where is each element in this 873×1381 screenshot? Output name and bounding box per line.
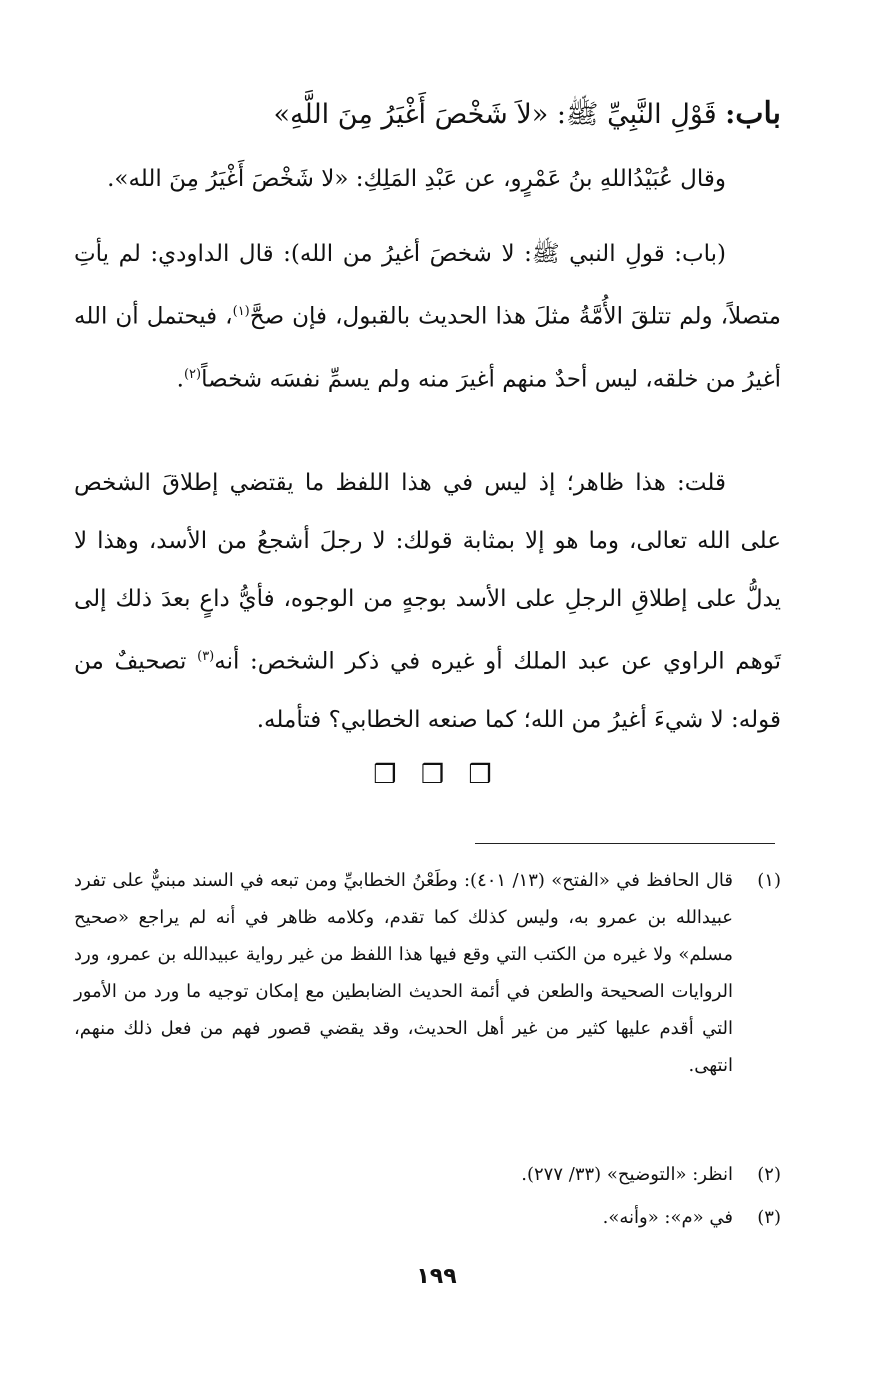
footnote-2-text: انظر: «التوضيح» (٣٣/ ٢٧٧). [521, 1164, 733, 1185]
paragraph-3 [74, 454, 781, 749]
footnote-2-number: (٢) [757, 1164, 781, 1185]
chapter-title: قَوْلِ النَّبِيِّ ﷺ: «لاَ شَخْصَ أَغْيَرُ مِنَ اللَّهِ» [273, 99, 717, 130]
paragraph-1: وقال عُبَيْدُاللهِ بنُ عَمْرٍو، عن عَبْدِ المَلِكِ: «لا شَخْصَ أَغْيَرُ مِنَ الله». [107, 166, 726, 192]
chapter-heading [60, 92, 781, 137]
footnote-separator-line [475, 843, 775, 844]
page-number: ١٩٩ [416, 1264, 457, 1289]
footnote-1-number: (١) [757, 870, 781, 891]
footnote-ref-3: (٣) [197, 649, 215, 664]
chapter-colon: : [725, 99, 736, 130]
paragraph-2-part-1: (باب: قولِ النبي ﷺ: لا شخصَ أغيرُ من الله): قال الداودي: لم يأتِ متصلاً، ولم تتلقَ الأُمَّةُ مثلَ هذا الحديث بالقبول، فإن صحَّ [74, 241, 781, 330]
footnote-ref-2: (٢) [183, 366, 202, 382]
footnote-3-number: (٣) [757, 1207, 781, 1228]
paragraph-3-part-1: قلت: هذا ظاهر؛ إذ ليس في هذا اللفظ ما يقتضي إطلاقَ الشخص على الله تعالى، وما هو إلا بمثابة قولك: لا رجلَ أشجعُ من الأسد، وهذا لا يدلُّ على إطلاقِ الرجلِ على الأسد بوجهٍ من الوجوه، فأيُّ داعٍ بعدَ ذلك إلى تَوهم الراوي عن عبد الملك أو غيره في ذكر الشخص: أنه [74, 470, 781, 675]
paragraph-3-part-2: تصحيفٌ من قوله: لا شيءَ أغيرُ من الله؛ كما صنعه الخطابي؟ فتأمله. [74, 648, 781, 733]
chapter-label: باب [735, 96, 781, 131]
paragraph-2 [74, 225, 781, 408]
footnote-2 [74, 1156, 781, 1193]
footnote-3-text: في «م»: «وأنه». [602, 1207, 733, 1228]
footnote-1 [74, 862, 781, 1084]
footnote-3 [74, 1199, 781, 1236]
paragraph-2-end: . [176, 366, 184, 393]
footnote-1-text: قال الحافظ في «الفتح» (١٣/ ٤٠١): وطَعْنُ الخطابيِّ ومن تبعه في السند مبنيٌّ على تفرد عبيدالله بن عمرو به، وليس كذلك كما تقدم، وكلامه ظاهر في أنه لم يراجع «صحيح مسلم» ولا غيره من الكتب التي وقع فيها هذا اللفظ من غير رواية عبيدالله بن عمرو، ورد الروايات الصحيحة والطعن في أئمة الحديث الضابطين مع إمكان توجيه ما ورد من الأمور التي أقدم عليها كثير من غير أهل الحديث، وقد يقضي قصور فهم من فعل ذلك منهم، انتهى. [74, 870, 734, 1076]
section-divider-ornament: ❒ ❒ ❒ [373, 760, 500, 790]
paragraph-2-part-2: ، فيحتمل أن الله أغيرُ من خلقه، ليس أحدٌ منهم أغيرَ منه ولم يسمِّ نفسَه شخصاً [74, 303, 781, 393]
footnote-ref-1: (١) [232, 304, 250, 319]
